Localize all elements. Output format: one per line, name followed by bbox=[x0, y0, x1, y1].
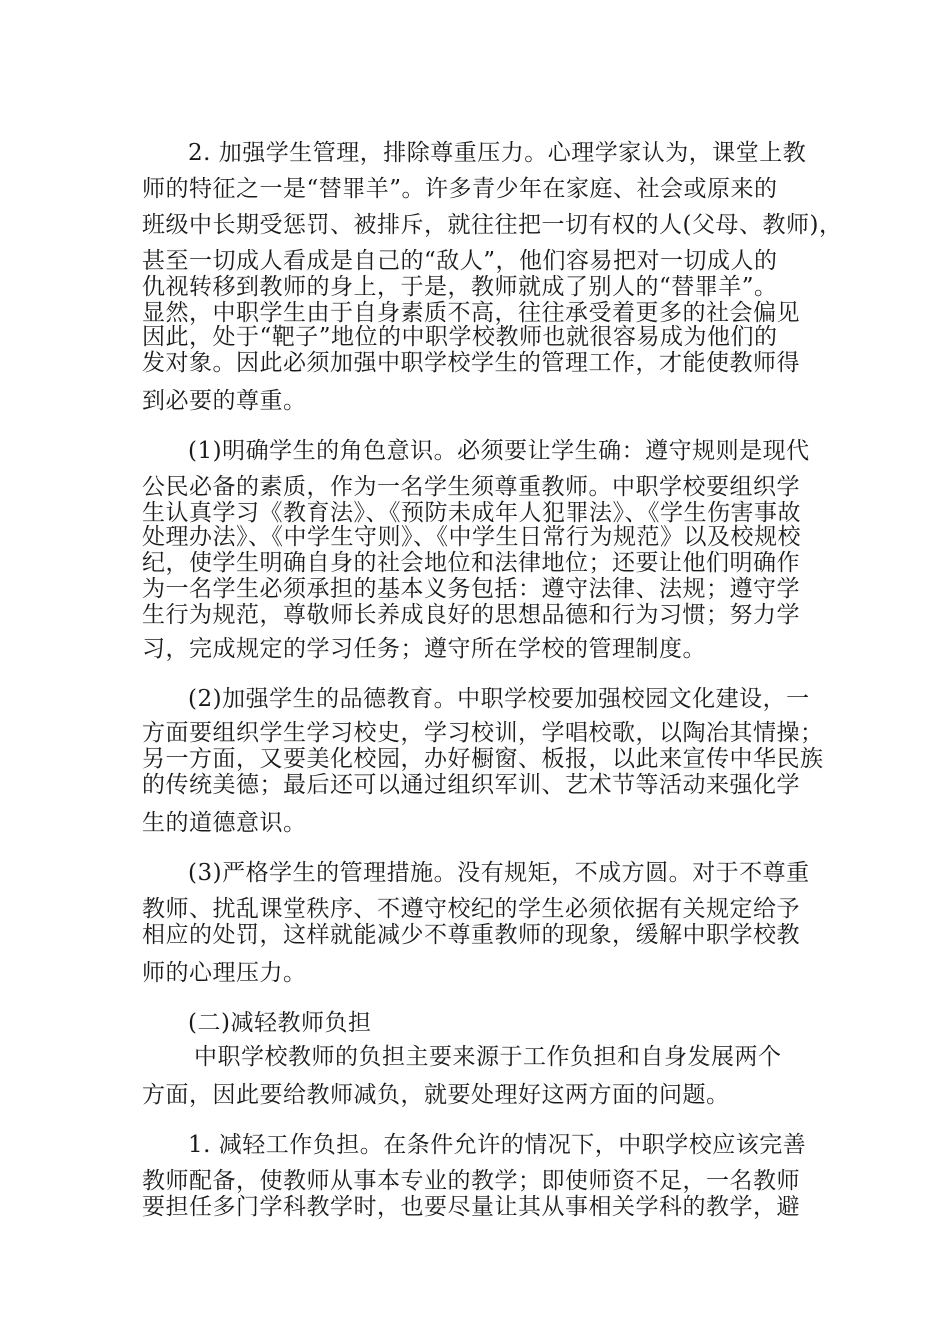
paragraph-4-line-3: 相应的处罚，这样就能减少不尊重教师的现象，缓解中职学校教 bbox=[142, 922, 800, 948]
paragraph-1-line-1: 2. 加强学生管理，排除尊重压力。心理学家认为，课堂上教 bbox=[188, 140, 807, 166]
paragraph-1-line-8: 发对象。因此必须加强中职学校学生的管理工作，才能使教师得 bbox=[142, 350, 800, 376]
paragraph-1-line-9: 到必要的尊重。 bbox=[142, 388, 307, 414]
paragraph-2-line-4: 处理办法》、《中学生守则》、《中学生日常行为规范》以及校规校 bbox=[142, 524, 801, 550]
paragraph-2-line-5: 纪，使学生明确自身的社会地位和法律地位；还要让他们明确作 bbox=[142, 550, 800, 576]
paragraph-2-line-2: 公民必备的素质，作为一名学生须尊重教师。中职学校要组织学 bbox=[142, 474, 800, 500]
paragraph-1-line-3: 班级中长期受惩罚、被排斥，就往往把一切有权的人(父母、教师)， bbox=[142, 212, 843, 238]
paragraph-6-line-1: 1. 减轻工作负担。在条件允许的情况下，中职学校应该完善 bbox=[188, 1132, 807, 1158]
paragraph-5-line-2: 方面，因此要给教师减负，就要处理好这两方面的问题。 bbox=[142, 1082, 730, 1108]
paragraph-1-line-7: 因此，处于“靶子”地位的中职学校教师也就很容易成为他们的 bbox=[142, 324, 778, 350]
paragraph-1-line-2: 师的特征之一是“替罪羊”。许多青少年在家庭、社会或原来的 bbox=[142, 176, 778, 202]
paragraph-3-line-3: 另一方面，又要美化校园，办好橱窗、板报，以此来宣传中华民族 bbox=[142, 746, 824, 772]
paragraph-5-line-1: 中职学校教师的负担主要来源于工作负担和自身发展两个 bbox=[194, 1044, 782, 1070]
paragraph-3-line-1: (2)加强学生的品德教育。中职学校要加强校园文化建设，一 bbox=[188, 686, 810, 712]
section-heading-reduce-burden: (二)减轻教师负担 bbox=[188, 1010, 372, 1036]
paragraph-2-line-6: 为一名学生必须承担的基本义务包括：遵守法律、法规；遵守学 bbox=[142, 576, 800, 602]
paragraph-2-line-1: (1)明确学生的角色意识。必须要让学生确：遵守规则是现代 bbox=[188, 438, 810, 464]
paragraph-3-line-5: 生的道德意识。 bbox=[142, 810, 307, 836]
paragraph-6-line-2: 教师配备，使教师从事本专业的教学；即使师资不足，一名教师 bbox=[142, 1168, 800, 1194]
paragraph-1-line-4: 甚至一切成人看成是自己的“敌人”，他们容易把对一切成人的 bbox=[142, 248, 778, 274]
paragraph-3-line-2: 方面要组织学生学习校史，学习校训，学唱校歌，以陶冶其情操； bbox=[142, 720, 824, 746]
paragraph-3-line-4: 的传统美德；最后还可以通过组织军训、艺术节等活动来强化学 bbox=[142, 772, 800, 798]
paragraph-4-line-2: 教师、扰乱课堂秩序、不遵守校纪的学生必须依据有关规定给予 bbox=[142, 896, 800, 922]
paragraph-4-line-1: (3)严格学生的管理措施。没有规矩，不成方圆。对于不尊重 bbox=[188, 860, 810, 886]
paragraph-1-line-5: 仇视转移到教师的身上，于是，教师就成了别人的“替罪羊”。 bbox=[142, 274, 778, 300]
paragraph-6-line-3: 要担任多门学科教学时，也要尽量让其从事相关学科的教学，避 bbox=[142, 1194, 800, 1220]
paragraph-1-line-6: 显然，中职学生由于自身素质不高，往往承受着更多的社会偏见 bbox=[142, 300, 800, 326]
paragraph-2-line-3: 生认真学习《教育法》、《预防未成年人犯罪法》、《学生伤害事故 bbox=[142, 500, 801, 526]
paragraph-2-line-8: 习，完成规定的学习任务；遵守所在学校的管理制度。 bbox=[142, 636, 706, 662]
paragraph-4-line-4: 师的心理压力。 bbox=[142, 960, 307, 986]
paragraph-2-line-7: 生行为规范，尊敬师长养成良好的思想品德和行为习惯；努力学 bbox=[142, 602, 800, 628]
